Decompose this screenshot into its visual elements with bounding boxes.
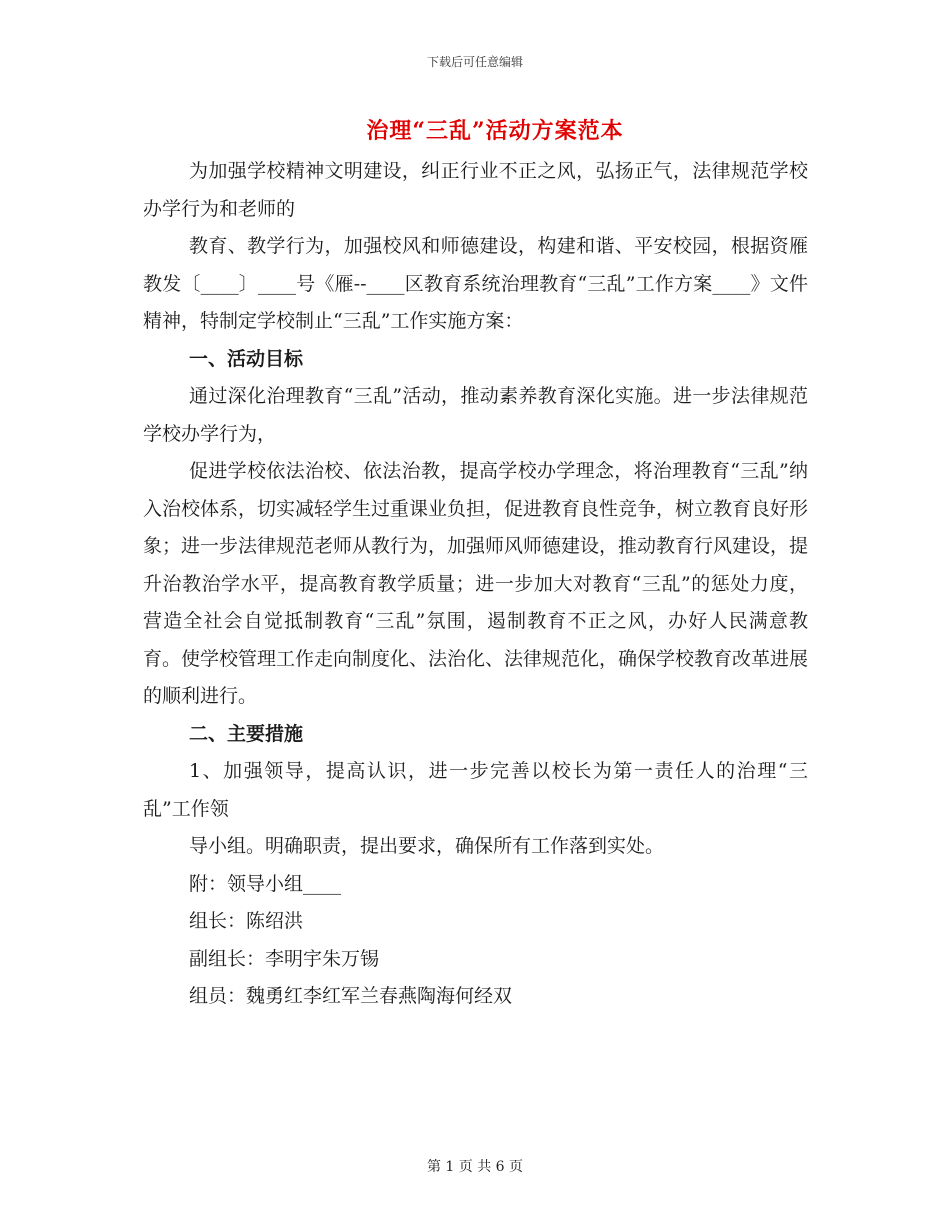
group-leader: 组长：陈绍洪 <box>189 910 304 932</box>
paragraph-measure-1-cont: 导小组。明确职责，提出要求，确保所有工作落到实处。 <box>189 835 665 857</box>
paragraph-goals-1: 通过深化治理教育“三乱”活动，推动素养教育深化实施。进一步法律规范学校办学行为， <box>143 385 808 445</box>
leadership-group-label: 附：领导小组____ <box>189 872 342 895</box>
section-heading-measures: 二、主要措施 <box>189 722 304 745</box>
page-header: 下载后可任意编辑 <box>426 55 523 69</box>
group-members: 组员：魏勇红李红军兰春燕陶海何经双 <box>189 985 513 1007</box>
document-title: 治理“三乱”活动方案范本 <box>366 118 624 144</box>
section-heading-goals: 一、活动目标 <box>189 347 304 370</box>
paragraph-measure-1: 1、加强领导，提高认识，进一步完善以校长为第一责任人的治理“三乱”工作领 <box>143 760 808 820</box>
paragraph-goals-2: 促进学校依法治校、依法治教，提高学校办学理念，将治理教育“三乱”纳入治校体系，切实减轻学生过重课业负担，促进教育良性竞争，树立教育良好形象；进一步法律规范老师从教行为，加强师风师德建设，推动教育行风建设，提升治教治学水平，提高教育教学质量；进一步加大对教育“三乱”的惩处力度，营造全社会自觉抵制教育“三乱”氛围，遏制教育不正之风，办好人民满意教育。使学校管理工作走向制度化、法治化、法律规范化，确保学校教育改革进展的顺利进行。 <box>143 460 809 707</box>
paragraph-intro: 为加强学校精神文明建设，纠正行业不正之风，弘扬正气，法律规范学校办学行为和老师的 <box>143 160 808 220</box>
paragraph-basis: 教育、教学行为，加强校风和师德建设，构建和谐、平安校园，根据资雁教发〔____〕____号《雁--____区教育系统治理教育“三乱”工作方案____》文件精神，特制定学校制止“三乱”工作实施方案： <box>143 235 808 332</box>
deputy-group-leader: 副组长：李明宇朱万锡 <box>189 947 380 970</box>
page-number-footer: 第 1 页 共 6 页 <box>426 1159 524 1175</box>
document-body <box>143 153 808 1016</box>
